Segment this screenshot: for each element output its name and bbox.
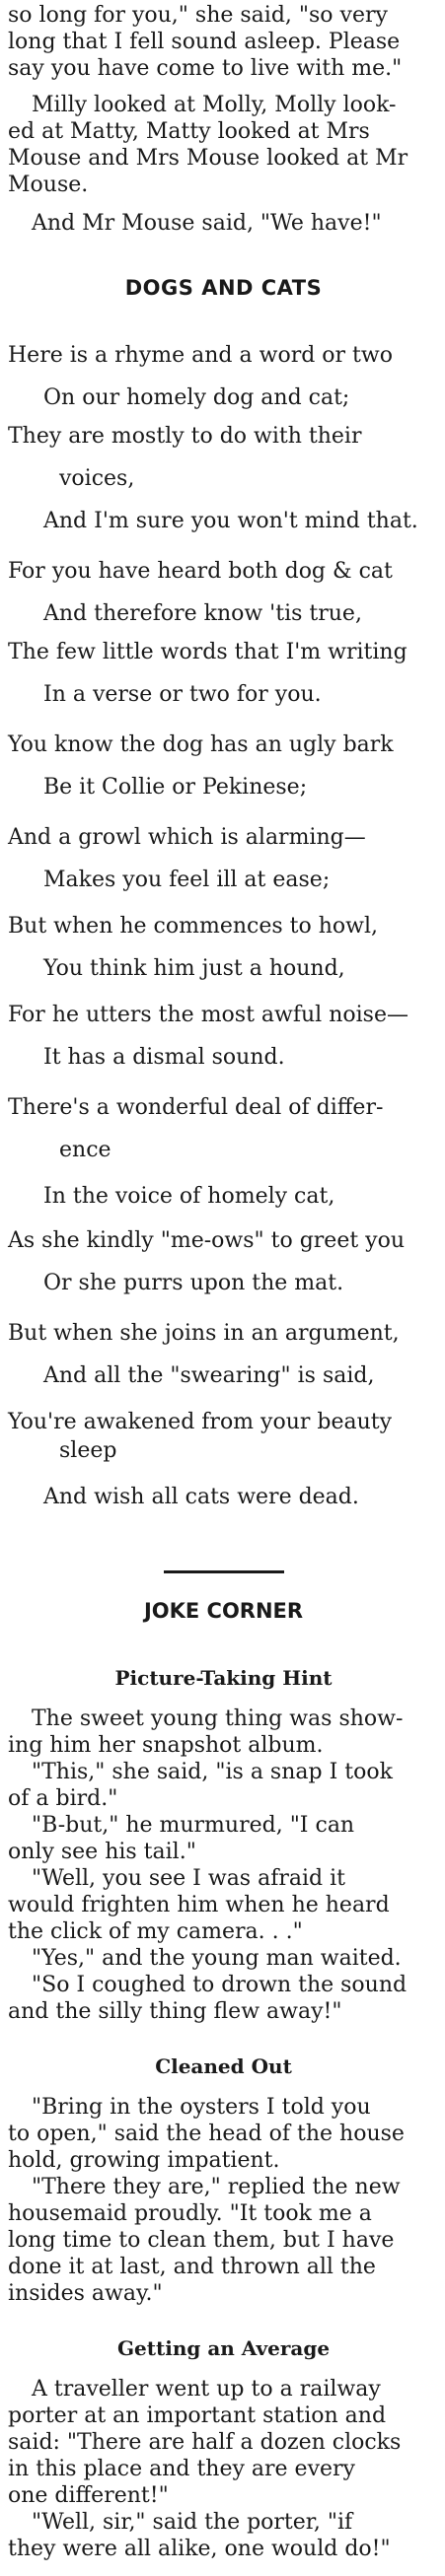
joke-corner-title: JOKE CORNER xyxy=(143,1599,304,1623)
poem-line: And all the "swearing" is said, xyxy=(43,1363,375,1388)
joke-line: one different!" xyxy=(8,2483,169,2508)
poem-line: Here is a rhyme and a word or two xyxy=(8,343,393,368)
joke-line: "This," she said, "is a snap I took xyxy=(32,1760,393,1784)
joke-line: porter at an important station and xyxy=(8,2403,387,2428)
joke-line: "Bring in the oysters I told you xyxy=(32,2095,371,2120)
poem-line: For he utters the most awful noise— xyxy=(8,1003,408,1027)
joke-line: and the silly thing flew away!" xyxy=(8,1999,342,2024)
joke-line: only see his tail." xyxy=(8,1840,196,1864)
joke-line: "So I coughed to drown the sound xyxy=(32,1973,408,1997)
joke-line: done it at last, and thrown all the xyxy=(8,2255,376,2279)
poem-line: Or she purrs upon the mat. xyxy=(43,1271,344,1295)
story-line: say you have come to live with me." xyxy=(8,56,403,81)
story-closing-line: And Mr Mouse said, "We have!" xyxy=(32,211,382,236)
joke-body xyxy=(8,2376,439,2562)
joke-line: "Well, sir," said the porter, "if xyxy=(32,2510,353,2535)
poem-line: In the voice of homely cat, xyxy=(43,1184,335,1209)
joke-heading: Cleaned Out xyxy=(155,2054,292,2078)
joke-line: ing him her snapshot album. xyxy=(8,1733,324,1758)
poem-line: Makes you feel ill at ease; xyxy=(43,868,331,892)
joke-line: would frighten him when he heard xyxy=(8,1893,390,1917)
poem-line: You know the dog has an ugly bark xyxy=(8,732,394,757)
poem-line: As she kindly "me-ows" to greet you xyxy=(8,1228,406,1253)
joke-line: of a bird." xyxy=(8,1786,118,1811)
poem-line: And a growl which is alarming— xyxy=(8,825,366,850)
joke-heading: Getting an Average xyxy=(116,2336,331,2360)
poem-line: It has a dismal sound. xyxy=(43,1045,285,1070)
joke-line: long time to clean them, but I have xyxy=(8,2228,395,2253)
poem-line: And wish all cats were dead. xyxy=(43,1485,359,1509)
joke-line: said: "There are half a dozen clocks xyxy=(8,2430,402,2455)
joke-line: "B-but," he murmured, "I can xyxy=(32,1813,355,1838)
poem-line: They are mostly to do with their xyxy=(8,424,362,449)
poem-title: DOGS AND CATS xyxy=(124,276,323,300)
joke-line: in this place and they are every xyxy=(8,2457,355,2481)
poem-line: For you have heard both dog & cat xyxy=(8,559,393,584)
poem-line: You're awakened from your beauty xyxy=(8,1410,393,1434)
poem-line: And therefore know 'tis true, xyxy=(43,601,362,626)
story-ending xyxy=(8,2,439,237)
poem-line: ence xyxy=(59,1138,111,1162)
poem-line: sleep xyxy=(59,1438,117,1463)
poem-line: But when she joins in an argument, xyxy=(8,1321,400,1346)
story-line: long that I fell sound asleep. Please xyxy=(8,30,401,54)
poem-line: Be it Collie or Pekinese; xyxy=(43,775,308,800)
poem-line: In a verse or two for you. xyxy=(43,682,322,707)
joke-list xyxy=(8,1666,439,2576)
story-line: ed at Matty, Matty looked at Mrs xyxy=(8,119,370,144)
poem-line: And I'm sure you won't mind that. xyxy=(43,509,418,533)
joke-body xyxy=(8,2094,439,2307)
story-line: Mouse and Mrs Mouse looked at Mr xyxy=(8,146,408,171)
joke-line: they were all alike, one would do!" xyxy=(8,2537,391,2561)
joke-line: "Well, you see I was afraid it xyxy=(32,1866,345,1891)
joke-line: insides away." xyxy=(8,2281,163,2306)
story-line: Milly looked at Molly, Molly look- xyxy=(32,93,397,117)
joke-line: to open," said the head of the house xyxy=(8,2122,405,2146)
poem-line: There's a wonderful deal of differ- xyxy=(8,1095,384,1120)
poem-line: voices, xyxy=(59,466,135,491)
joke-line: A traveller went up to a railway xyxy=(32,2377,381,2402)
joke-heading: Picture-Taking Hint xyxy=(114,1666,333,1690)
joke-line: housemaid proudly. "It took me a xyxy=(8,2201,372,2226)
joke-line: the click of my camera. . ." xyxy=(8,1919,303,1944)
joke-body xyxy=(8,1706,439,2025)
poem-line: You think him just a hound, xyxy=(43,956,345,981)
joke-line: The sweet young thing was show- xyxy=(32,1706,404,1731)
section-divider xyxy=(164,1570,284,1573)
poem-body xyxy=(8,343,439,1527)
story-line: so long for you," she said, "so very xyxy=(8,3,388,28)
poem-line: The few little words that I'm writing xyxy=(8,640,408,664)
poem-line: On our homely dog and cat; xyxy=(43,385,350,410)
story-line: Mouse. xyxy=(8,173,89,197)
poem-line: But when he commences to howl, xyxy=(8,914,378,939)
joke-line: "Yes," and the young man waited. xyxy=(32,1946,402,1971)
joke-line: "There they are," replied the new xyxy=(32,2175,401,2199)
joke-line: hold, growing impatient. xyxy=(8,2148,280,2173)
